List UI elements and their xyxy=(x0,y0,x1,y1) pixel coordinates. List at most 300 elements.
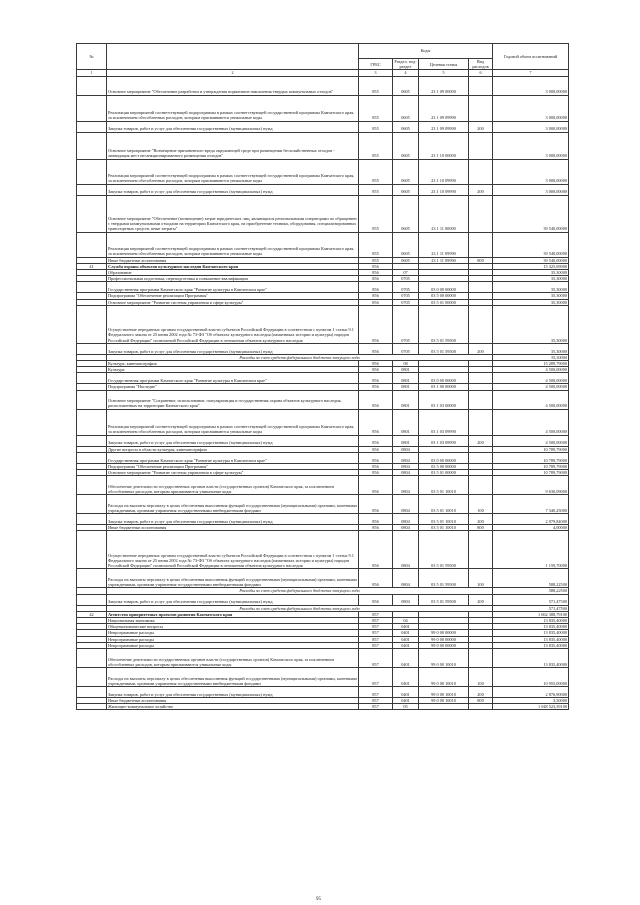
cell-num xyxy=(77,76,107,95)
table-row xyxy=(77,668,569,687)
table-row xyxy=(77,452,569,463)
cell-target-article: 23 1 09 00000 xyxy=(419,76,469,95)
cell-expense-type: 200 xyxy=(469,121,493,132)
cell-target-article: 03 5 01 59500 xyxy=(419,569,469,588)
cell-expense-type: 200 xyxy=(469,514,493,525)
cell-name: Образование xyxy=(107,270,359,276)
cell-amount: 13 835,40000 xyxy=(493,618,569,624)
cell-amount: 35,30000 xyxy=(493,299,569,305)
cell-grbs: 855 xyxy=(359,232,393,257)
column-index: 1 xyxy=(77,70,107,76)
cell-razdel: 0804 xyxy=(393,463,419,469)
cell-razdel: 0401 xyxy=(393,698,419,704)
table-row xyxy=(77,184,569,195)
cell-target-article: 99 0 00 10010 xyxy=(419,687,469,698)
cell-amount: 1 159,70000 xyxy=(493,531,569,569)
cell-grbs: 857 xyxy=(359,611,393,617)
cell-num xyxy=(77,704,107,710)
cell-grbs: 857 xyxy=(359,698,393,704)
cell-razdel: 0705 xyxy=(393,293,419,299)
cell-amount: 10 955,00000 xyxy=(493,668,569,687)
cell-expense-type xyxy=(469,373,493,384)
cell-grbs: 857 xyxy=(359,624,393,630)
cell-razdel: 0801 xyxy=(393,409,419,435)
cell-num: 41 xyxy=(77,263,107,269)
cell-target-article: 23 1 10 09990 xyxy=(419,184,469,195)
cell-num xyxy=(77,495,107,514)
cell-grbs: 856 xyxy=(359,263,393,269)
cell-amount: 9 630,09000 xyxy=(493,476,569,495)
cell-amount: 3,50000 xyxy=(493,698,569,704)
cell-expense-type xyxy=(469,305,493,343)
cell-grbs: 857 xyxy=(359,636,393,642)
cell-amount: 4 500,00000 xyxy=(493,384,569,390)
cell-target-article: 99 0 00 10010 xyxy=(419,668,469,687)
table-row xyxy=(77,121,569,132)
cell-amount: 10 789,79000 xyxy=(493,470,569,476)
cell-grbs: 856 xyxy=(359,361,393,367)
table-row xyxy=(77,476,569,495)
col-amount-header: Годовой объем ассигнований xyxy=(493,44,569,70)
cell-target-article: 23 1 09 09990 xyxy=(419,95,469,121)
cell-grbs: 856 xyxy=(359,270,393,276)
cell-amount: 35,30000 xyxy=(493,276,569,282)
cell-razdel: 05 xyxy=(393,704,419,710)
cell-amount: 7 340,25000 xyxy=(493,495,569,514)
cell-expense-type xyxy=(469,95,493,121)
table-row xyxy=(77,569,569,588)
cell-expense-type xyxy=(469,531,493,569)
cell-num xyxy=(77,159,107,184)
cell-grbs: 856 xyxy=(359,446,393,452)
cell-target-article: 03 5 01 10010 xyxy=(419,476,469,495)
cell-grbs: 855 xyxy=(359,132,393,159)
cell-amount: 35,30000 xyxy=(493,293,569,299)
cell-num xyxy=(77,121,107,132)
cell-expense-type: 800 xyxy=(469,698,493,704)
cell-expense-type: 100 xyxy=(469,495,493,514)
cell-target-article: 99 0 00 00000 xyxy=(419,642,469,648)
cell-amount: 35,30000 xyxy=(493,282,569,293)
cell-num: 42 xyxy=(77,611,107,617)
table-row xyxy=(77,305,569,343)
cell-expense-type xyxy=(469,76,493,95)
col-grbs-header: ГРБС xyxy=(359,59,393,70)
cell-razdel: 0401 xyxy=(393,642,419,648)
cell-name: Осуществление переданных органам государственной власти субъектов Российской Федерации в соответствии с пунктом 1 статьи 9.1 Федерального закона от 25 июня 2002 года № 73-ФЗ "Об объектах культурного наследия (памятниках истории и культуры) народов Российской Федерации" полномочий Российской Федерации в отношении объектов культурного наследия xyxy=(107,305,359,343)
cell-num xyxy=(77,95,107,121)
cell-name: Культура, кинематография xyxy=(107,361,359,367)
column-index: 4 xyxy=(393,70,419,76)
cell-razdel: 0801 xyxy=(393,384,419,390)
cell-grbs: 856 xyxy=(359,514,393,525)
cell-grbs: 856 xyxy=(359,476,393,495)
cell-target-article: 23 1 09 09990 xyxy=(419,121,469,132)
cell-note: Расходы за счет средств федерального бюджета текущего года xyxy=(107,588,493,594)
cell-name: Государственная программа Камчатского края "Развитие культуры в Камчатском крае" xyxy=(107,373,359,384)
table-row xyxy=(77,531,569,569)
cell-name: Иные бюджетные ассигнования xyxy=(107,698,359,704)
cell-amount: 4 500,00000 xyxy=(493,390,569,409)
cell-grbs: 856 xyxy=(359,343,393,354)
cell-razdel: 0401 xyxy=(393,630,419,636)
cell-name: Расходы на выплаты персоналу в целях обеспечения выполнения функций государственными (муниципальными) органами, казенными учреждениями, органами управления государственными внебюджетными фондами xyxy=(107,668,359,687)
cell-razdel: 0605 xyxy=(393,195,419,232)
cell-target-article: 23 1 10 09990 xyxy=(419,159,469,184)
cell-razdel: 0804 xyxy=(393,452,419,463)
cell-target-article: 23 1 10 00000 xyxy=(419,132,469,159)
cell-razdel: 0401 xyxy=(393,636,419,642)
cell-num xyxy=(77,649,107,668)
cell-name: Основное мероприятие "Обеспечение (возмещение) затрат юридических лиц, являющихся региональными операторами по обращению с твердыми коммунальными отходами на территории Камчатского края, на приобретение техники, оборудования, специализированных транспортных средств, иные затраты" xyxy=(107,195,359,232)
cell-grbs: 857 xyxy=(359,642,393,648)
table-row xyxy=(77,649,569,668)
cell-name: Обеспечение деятельности государственных органов власти (государственных органов) Камчатского края, за исключением обособленных расходов, которым присваиваются уникальные коды xyxy=(107,649,359,668)
cell-target-article: 03 0 00 00000 xyxy=(419,452,469,463)
cell-name: Агентство приоритетных проектов развития Камчатского края xyxy=(107,611,359,617)
table-body xyxy=(77,76,569,710)
cell-target-article: 03 5 01 10010 xyxy=(419,525,469,531)
cell-amount: 35,30000 xyxy=(493,270,569,276)
cell-num xyxy=(77,373,107,384)
table-row xyxy=(77,159,569,184)
cell-name: Расходы на выплаты персоналу в целях обеспечения выполнения функций государственными (муниципальными) органами, казенными учреждениями, органами управления государственными внебюджетными фондами xyxy=(107,495,359,514)
cell-grbs: 857 xyxy=(359,630,393,636)
cell-razdel: 0804 xyxy=(393,514,419,525)
cell-expense-type xyxy=(469,452,493,463)
col-num-header: № xyxy=(77,44,107,70)
cell-note: Расходы за счет средств федерального бюджета текущего года xyxy=(107,354,493,360)
cell-amount: 13 835,40000 xyxy=(493,642,569,648)
cell-grbs: 856 xyxy=(359,282,393,293)
cell-razdel: 0804 xyxy=(393,594,419,605)
cell-target-article: 03 5 01 10010 xyxy=(419,514,469,525)
cell-amount: 3 000,00000 xyxy=(493,121,569,132)
cell-razdel: 0801 xyxy=(393,373,419,384)
cell-expense-type: 200 xyxy=(469,343,493,354)
table-row xyxy=(77,514,569,525)
cell-amount: 3 000,00000 xyxy=(493,132,569,159)
cell-num xyxy=(77,232,107,257)
cell-amount: 588,22500 xyxy=(493,588,569,594)
cell-name: Национальная экономика xyxy=(107,618,359,624)
cell-target-article: 03 1 00 00000 xyxy=(419,384,469,390)
cell-razdel: 0605 xyxy=(393,121,419,132)
cell-target-article: 03 5 01 10010 xyxy=(419,495,469,514)
cell-target-article: 03 5 01 59500 xyxy=(419,531,469,569)
cell-num xyxy=(77,668,107,687)
cell-razdel: 0804 xyxy=(393,446,419,452)
cell-grbs: 856 xyxy=(359,293,393,299)
cell-razdel: 0804 xyxy=(393,531,419,569)
cell-expense-type xyxy=(469,476,493,495)
col-razdel-header: Раздел, под-раздел xyxy=(394,59,417,70)
cell-expense-type xyxy=(469,409,493,435)
cell-grbs: 857 xyxy=(359,618,393,624)
cell-razdel: 0801 xyxy=(393,435,419,446)
cell-expense-type xyxy=(469,649,493,668)
cell-target-article: 23 1 11 09990 xyxy=(419,257,469,263)
cell-name: Закупка товаров, работ и услуг для обеспечения государственных (муниципальных) нужд xyxy=(107,687,359,698)
cell-num xyxy=(77,569,107,588)
cell-target-article: 03 5 01 00000 xyxy=(419,299,469,305)
cell-target-article: 03 5 01 59500 xyxy=(419,343,469,354)
cell-razdel: 0705 xyxy=(393,343,419,354)
cell-name: Основное мероприятие "Развитие системы управления в сфере культуры" xyxy=(107,299,359,305)
cell-grbs: 856 xyxy=(359,569,393,588)
cell-grbs: 856 xyxy=(359,409,393,435)
column-index: 3 xyxy=(359,70,393,76)
budget-table xyxy=(76,43,569,710)
cell-name: Закупка товаров, работ и услуг для обеспечения государственных (муниципальных) нужд xyxy=(107,435,359,446)
cell-expense-type: 200 xyxy=(469,184,493,195)
cell-num xyxy=(77,594,107,605)
cell-num xyxy=(77,409,107,435)
cell-num xyxy=(77,305,107,343)
cell-grbs: 856 xyxy=(359,531,393,569)
cell-razdel: 0804 xyxy=(393,476,419,495)
cell-amount: 13 835,40000 xyxy=(493,630,569,636)
cell-name: Закупка товаров, работ и услуг для обеспечения государственных (муниципальных) нужд xyxy=(107,121,359,132)
cell-razdel: 0605 xyxy=(393,159,419,184)
cell-name: Осуществление переданных органам государственной власти субъектов Российской Федерации в соответствии с пунктом 1 статьи 9.1 Федерального закона от 25 июня 2002 года № 73-ФЗ "Об объектах культурного наследия (памятниках истории и культуры) народов Российской Федерации" полномочий Российской Федерации в отношении объектов культурного наследия xyxy=(107,531,359,569)
cell-name: Закупка товаров, работ и услуг для обеспечения государственных (муниципальных) нужд xyxy=(107,343,359,354)
cell-target-article: 23 1 11 09990 xyxy=(419,232,469,257)
cell-expense-type: 200 xyxy=(469,594,493,605)
cell-num xyxy=(77,531,107,569)
cell-target-article: 99 0 00 10010 xyxy=(419,649,469,668)
cell-num xyxy=(77,390,107,409)
cell-num xyxy=(77,514,107,525)
cell-razdel: 0605 xyxy=(393,257,419,263)
cell-amount: 2 079,84000 xyxy=(493,514,569,525)
cell-grbs: 856 xyxy=(359,384,393,390)
cell-target-article: 03 5 00 00000 xyxy=(419,463,469,469)
table-row xyxy=(77,282,569,293)
cell-expense-type xyxy=(469,195,493,232)
cell-target-article: 03 5 01 59500 xyxy=(419,305,469,343)
cell-amount: 10 789,79000 xyxy=(493,452,569,463)
cell-target-article: 03 5 01 00000 xyxy=(419,470,469,476)
cell-razdel: 0705 xyxy=(393,305,419,343)
col-cs-header: Целевая статья xyxy=(419,59,469,70)
cell-name: Подпрограмма "Наследие" xyxy=(107,384,359,390)
table-row xyxy=(77,343,569,354)
column-index: 2 xyxy=(107,70,359,76)
column-index: 6 xyxy=(469,70,493,76)
cell-razdel: 0401 xyxy=(393,649,419,668)
table-row xyxy=(77,687,569,698)
cell-name: Служба охраны объектов культурного наследия Камчатского края xyxy=(107,263,359,269)
cell-amount: 35,30000 xyxy=(493,343,569,354)
cell-expense-type: 100 xyxy=(469,668,493,687)
cell-name: Реализация мероприятий соответствующей подпрограммы в рамках соответствующей государственной программы Камчатского края, за исключением обособленных расходов, которым присваиваются уникальные коды xyxy=(107,409,359,435)
cell-name: Государственная программа Камчатского края "Развитие культуры в Камчатском крае" xyxy=(107,452,359,463)
cell-amount: 15 325,69000 xyxy=(493,263,569,269)
table-row xyxy=(77,594,569,605)
cell-razdel: 0804 xyxy=(393,569,419,588)
cell-amount: 39 540,00000 xyxy=(493,257,569,263)
cell-amount: 3 000,00000 xyxy=(493,95,569,121)
cell-expense-type: 800 xyxy=(469,257,493,263)
cell-expense-type xyxy=(469,390,493,409)
table-header xyxy=(77,44,569,77)
cell-name: Жилищно-коммунальное хозяйство xyxy=(107,704,359,710)
column-index: 7 xyxy=(493,70,569,76)
cell-target-article: 03 0 00 00000 xyxy=(419,282,469,293)
cell-expense-type xyxy=(469,132,493,159)
cell-amount: 15 289,79000 xyxy=(493,361,569,367)
cell-grbs: 855 xyxy=(359,76,393,95)
cell-target-article: 03 1 03 00000 xyxy=(419,390,469,409)
cell-name: Иные бюджетные ассигнования xyxy=(107,257,359,263)
cell-razdel: 0401 xyxy=(393,624,419,630)
cell-amount: 13 835,40000 xyxy=(493,649,569,668)
column-index: 5 xyxy=(419,70,469,76)
document-page xyxy=(76,43,568,710)
col-name-header xyxy=(107,44,359,70)
cell-grbs: 855 xyxy=(359,195,393,232)
cell-razdel: 0605 xyxy=(393,76,419,95)
cell-grbs: 856 xyxy=(359,495,393,514)
cell-name: Закупка товаров, работ и услуг для обеспечения государственных (муниципальных) нужд xyxy=(107,184,359,195)
cell-name: Основное мероприятие "Возмещение причиненного вреда окружающей среде при размещении бесхозяйственных отходов - ликвидация мест несанкционированного размещения отходов" xyxy=(107,132,359,159)
page-number: 95 xyxy=(316,897,321,902)
cell-name: Основное мероприятие "Обеспечение разработки и утверждения нормативов накопления твердых коммунальных отходов" xyxy=(107,76,359,95)
cell-name: Подпрограмма "Обеспечение реализации Программы" xyxy=(107,293,359,299)
cell-target-article: 23 1 11 00000 xyxy=(419,195,469,232)
cell-amount: 571,47500 xyxy=(493,605,569,611)
cell-razdel: 0605 xyxy=(393,95,419,121)
cell-razdel: 08 xyxy=(393,361,419,367)
cell-name: Реализация мероприятий соответствующей подпрограммы в рамках соответствующей государственной программы Камчатского края, за исключением обособленных расходов, которым присваиваются уникальные коды xyxy=(107,159,359,184)
table-row xyxy=(77,390,569,409)
cell-grbs: 856 xyxy=(359,299,393,305)
cell-name: Подпрограмма "Обеспечение реализации Программы" xyxy=(107,463,359,469)
cell-name: Основное мероприятие "Развитие системы управления в сфере культуры" xyxy=(107,470,359,476)
cell-expense-type: 200 xyxy=(469,687,493,698)
cell-grbs: 856 xyxy=(359,373,393,384)
cell-num xyxy=(77,282,107,293)
cell-grbs: 856 xyxy=(359,594,393,605)
cell-amount: 35,30000 xyxy=(493,305,569,343)
cell-razdel: 0804 xyxy=(393,495,419,514)
cell-num xyxy=(77,435,107,446)
cell-grbs: 856 xyxy=(359,390,393,409)
cell-expense-type: 100 xyxy=(469,569,493,588)
cell-target-article: 03 1 03 09990 xyxy=(419,409,469,435)
cell-amount: 3 000,00000 xyxy=(493,76,569,95)
table-row xyxy=(77,409,569,435)
cell-target-article: 03 5 01 59500 xyxy=(419,594,469,605)
table-row xyxy=(77,704,569,710)
cell-grbs: 856 xyxy=(359,305,393,343)
cell-razdel: 0401 xyxy=(393,687,419,698)
codes-group-header: Коды xyxy=(359,44,493,59)
cell-amount: 35,30000 xyxy=(493,354,569,360)
table-row xyxy=(77,95,569,121)
cell-num xyxy=(77,343,107,354)
cell-amount: 13 835,40000 xyxy=(493,624,569,630)
cell-grbs: 856 xyxy=(359,525,393,531)
cell-name: Закупка товаров, работ и услуг для обеспечения государственных (муниципальных) нужд xyxy=(107,594,359,605)
cell-razdel: 0801 xyxy=(393,367,419,373)
cell-razdel: 0801 xyxy=(393,390,419,409)
cell-razdel: 0705 xyxy=(393,299,419,305)
cell-razdel: 04 xyxy=(393,618,419,624)
cell-name: Государственная программа Камчатского края "Развитие культуры в Камчатском крае" xyxy=(107,282,359,293)
cell-name: Общеэкономические вопросы xyxy=(107,624,359,630)
cell-note: Расходы за счет средств федерального бюджета текущего года xyxy=(107,605,493,611)
cell-razdel: 0605 xyxy=(393,184,419,195)
cell-razdel: 0804 xyxy=(393,525,419,531)
cell-name: Реализация мероприятий соответствующей подпрограммы в рамках соответствующей государственной программы Камчатского края, за исключением обособленных расходов, которым присваиваются уникальные коды xyxy=(107,95,359,121)
cell-amount: 10 789,79000 xyxy=(493,463,569,469)
cell-grbs: 856 xyxy=(359,470,393,476)
cell-amount: 3 000,00000 xyxy=(493,159,569,184)
cell-grbs: 857 xyxy=(359,687,393,698)
cell-grbs: 857 xyxy=(359,649,393,668)
cell-name: Другие вопросы в области культуры, кинематографии xyxy=(107,446,359,452)
cell-num xyxy=(77,687,107,698)
table-row xyxy=(77,76,569,95)
cell-grbs: 855 xyxy=(359,257,393,263)
cell-amount: 13 835,40000 xyxy=(493,636,569,642)
col-vr-header: Вид расходов xyxy=(469,59,493,70)
cell-name: Профессиональная подготовка, переподготовка и повышение квалификации xyxy=(107,276,359,282)
cell-target-article: 99 0 00 00000 xyxy=(419,636,469,642)
cell-expense-type xyxy=(469,282,493,293)
cell-amount: 588,22500 xyxy=(493,569,569,588)
cell-amount: 4,00000 xyxy=(493,525,569,531)
cell-razdel: 0401 xyxy=(393,668,419,687)
cell-num xyxy=(77,452,107,463)
cell-target-article: 99 0 00 10010 xyxy=(419,698,469,704)
cell-name: Основное мероприятие "Сохранение, использование, популяризация и государственная охрана объектов культурного наследия, расположенных на территории Камчатского края" xyxy=(107,390,359,409)
cell-amount: 1 062 388,79100 xyxy=(493,611,569,617)
table-row xyxy=(77,373,569,384)
cell-grbs: 855 xyxy=(359,95,393,121)
cell-grbs: 855 xyxy=(359,184,393,195)
cell-num xyxy=(77,195,107,232)
cell-target-article: 99 0 00 00000 xyxy=(419,630,469,636)
cell-name: Расходы на выплаты персоналу в целях обеспечения выполнения функций государственными (муниципальными) органами, казенными учреждениями, органами управления государственными внебюджетными фондами xyxy=(107,569,359,588)
cell-num xyxy=(77,132,107,159)
cell-razdel: 0705 xyxy=(393,276,419,282)
cell-razdel: 0804 xyxy=(393,470,419,476)
table-row xyxy=(77,232,569,257)
cell-target-article xyxy=(419,704,469,710)
cell-amount: 1 048 523,39100 xyxy=(493,704,569,710)
cell-amount: 39 540,00000 xyxy=(493,232,569,257)
cell-grbs: 856 xyxy=(359,435,393,446)
cell-grbs: 856 xyxy=(359,276,393,282)
cell-amount: 4 500,00000 xyxy=(493,435,569,446)
cell-amount: 3 000,00000 xyxy=(493,184,569,195)
cell-expense-type xyxy=(469,232,493,257)
cell-name: Культура xyxy=(107,367,359,373)
cell-grbs: 857 xyxy=(359,704,393,710)
cell-amount: 571,47500 xyxy=(493,594,569,605)
cell-num xyxy=(77,476,107,495)
cell-grbs: 856 xyxy=(359,452,393,463)
table-row xyxy=(77,435,569,446)
cell-name: Иные бюджетные ассигнования xyxy=(107,525,359,531)
cell-grbs: 855 xyxy=(359,121,393,132)
table-row xyxy=(77,195,569,232)
cell-amount: 4 500,00000 xyxy=(493,373,569,384)
cell-amount: 39 540,00000 xyxy=(493,195,569,232)
